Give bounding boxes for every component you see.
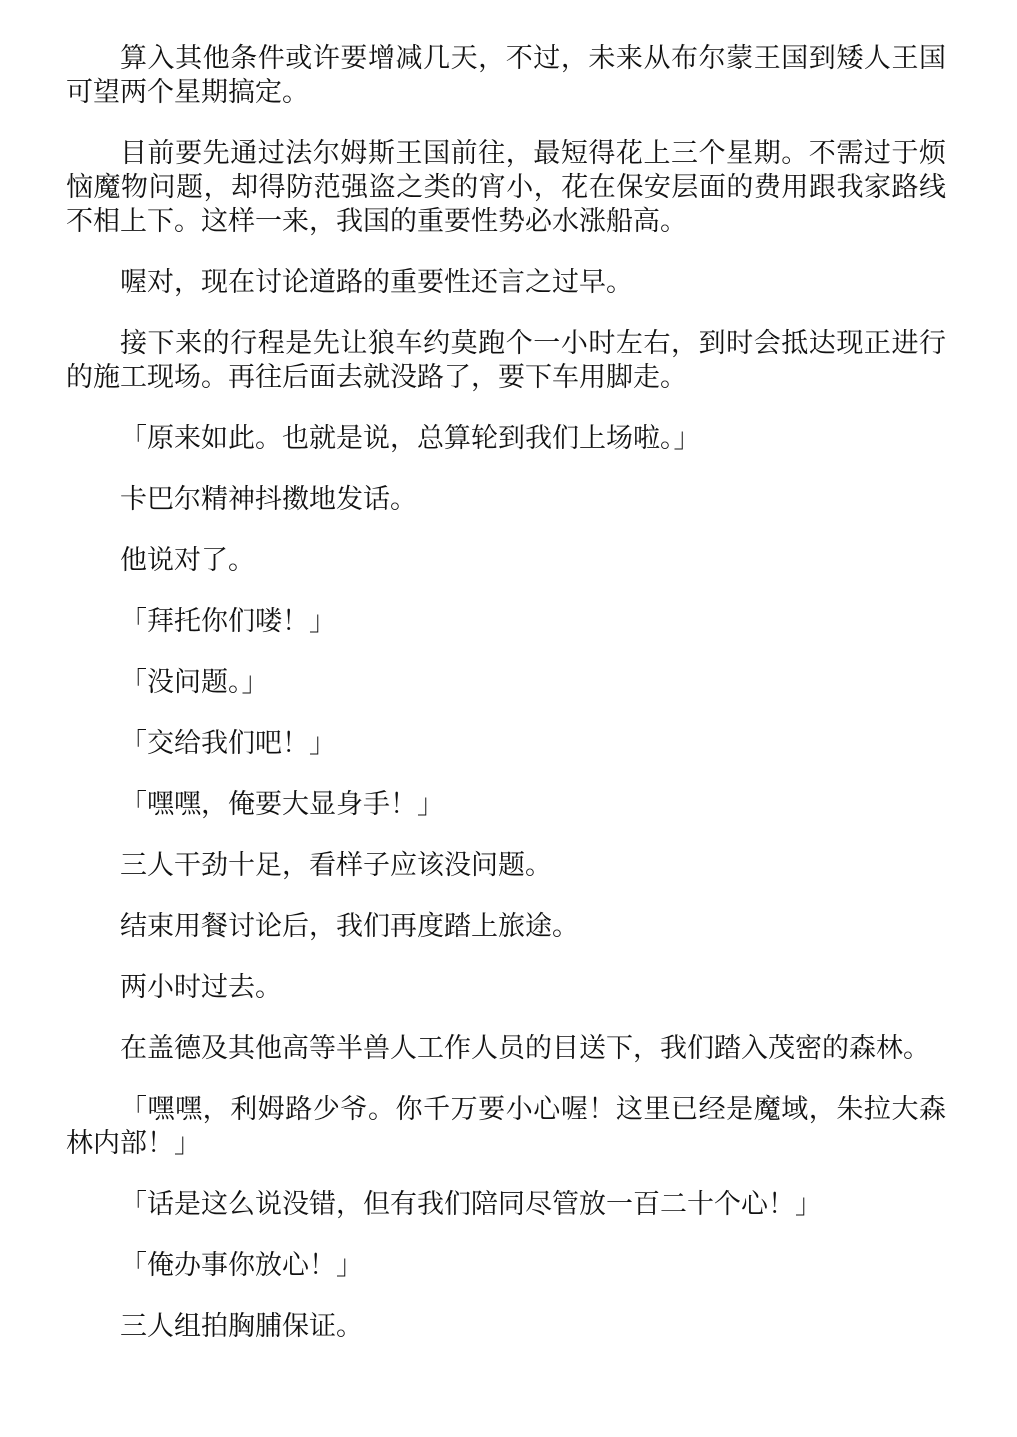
paragraph: 「俺办事你放心！」 bbox=[120, 1250, 363, 1281]
paragraph: 两小时过去。 bbox=[120, 972, 282, 1003]
paragraph: 「原来如此。也就是说，总算轮到我们上场啦。」 bbox=[120, 423, 701, 454]
paragraph: 目前要先通过法尔姆斯王国前往，最短得花上三个星期。不需过于烦恼魔物问题，却得防范强盗之类的宵小，花在保安层面的费用跟我家路线不相上下。这样一来，我国的重要性势必水涨船高。 bbox=[66, 138, 946, 237]
paragraph: 卡巴尔精神抖擞地发话。 bbox=[120, 484, 417, 515]
paragraph: 「拜托你们喽！」 bbox=[120, 606, 336, 637]
paragraph: 「话是这么说没错，但有我们陪同尽管放一百二十个心！」 bbox=[120, 1189, 822, 1220]
paragraph: 接下来的行程是先让狼车约莫跑个一小时左右，到时会抵达现正进行的施工现场。再往后面去就没路了，要下车用脚走。 bbox=[66, 328, 946, 393]
paragraph: 他说对了。 bbox=[120, 545, 255, 576]
paragraph: 「嘿嘿，俺要大显身手！」 bbox=[120, 789, 444, 820]
paragraph: 三人干劲十足，看样子应该没问题。 bbox=[120, 850, 552, 881]
paragraph: 算入其他条件或许要增减几天，不过，未来从布尔蒙王国到矮人王国可望两个星期搞定。 bbox=[66, 43, 946, 108]
document-page bbox=[66, 42, 946, 1371]
paragraph: 「没问题。」 bbox=[120, 667, 269, 698]
paragraph: 结束用餐讨论后，我们再度踏上旅途。 bbox=[120, 911, 579, 942]
paragraph: 「嘿嘿，利姆路少爷。你千万要小心喔！这里已经是魔域，朱拉大森林内部！」 bbox=[66, 1094, 946, 1159]
paragraph: 「交给我们吧！」 bbox=[120, 728, 336, 759]
paragraph: 三人组拍胸脯保证。 bbox=[120, 1311, 363, 1342]
paragraph: 在盖德及其他高等半兽人工作人员的目送下，我们踏入茂密的森林。 bbox=[120, 1033, 930, 1064]
paragraph: 喔对，现在讨论道路的重要性还言之过早。 bbox=[120, 267, 633, 298]
